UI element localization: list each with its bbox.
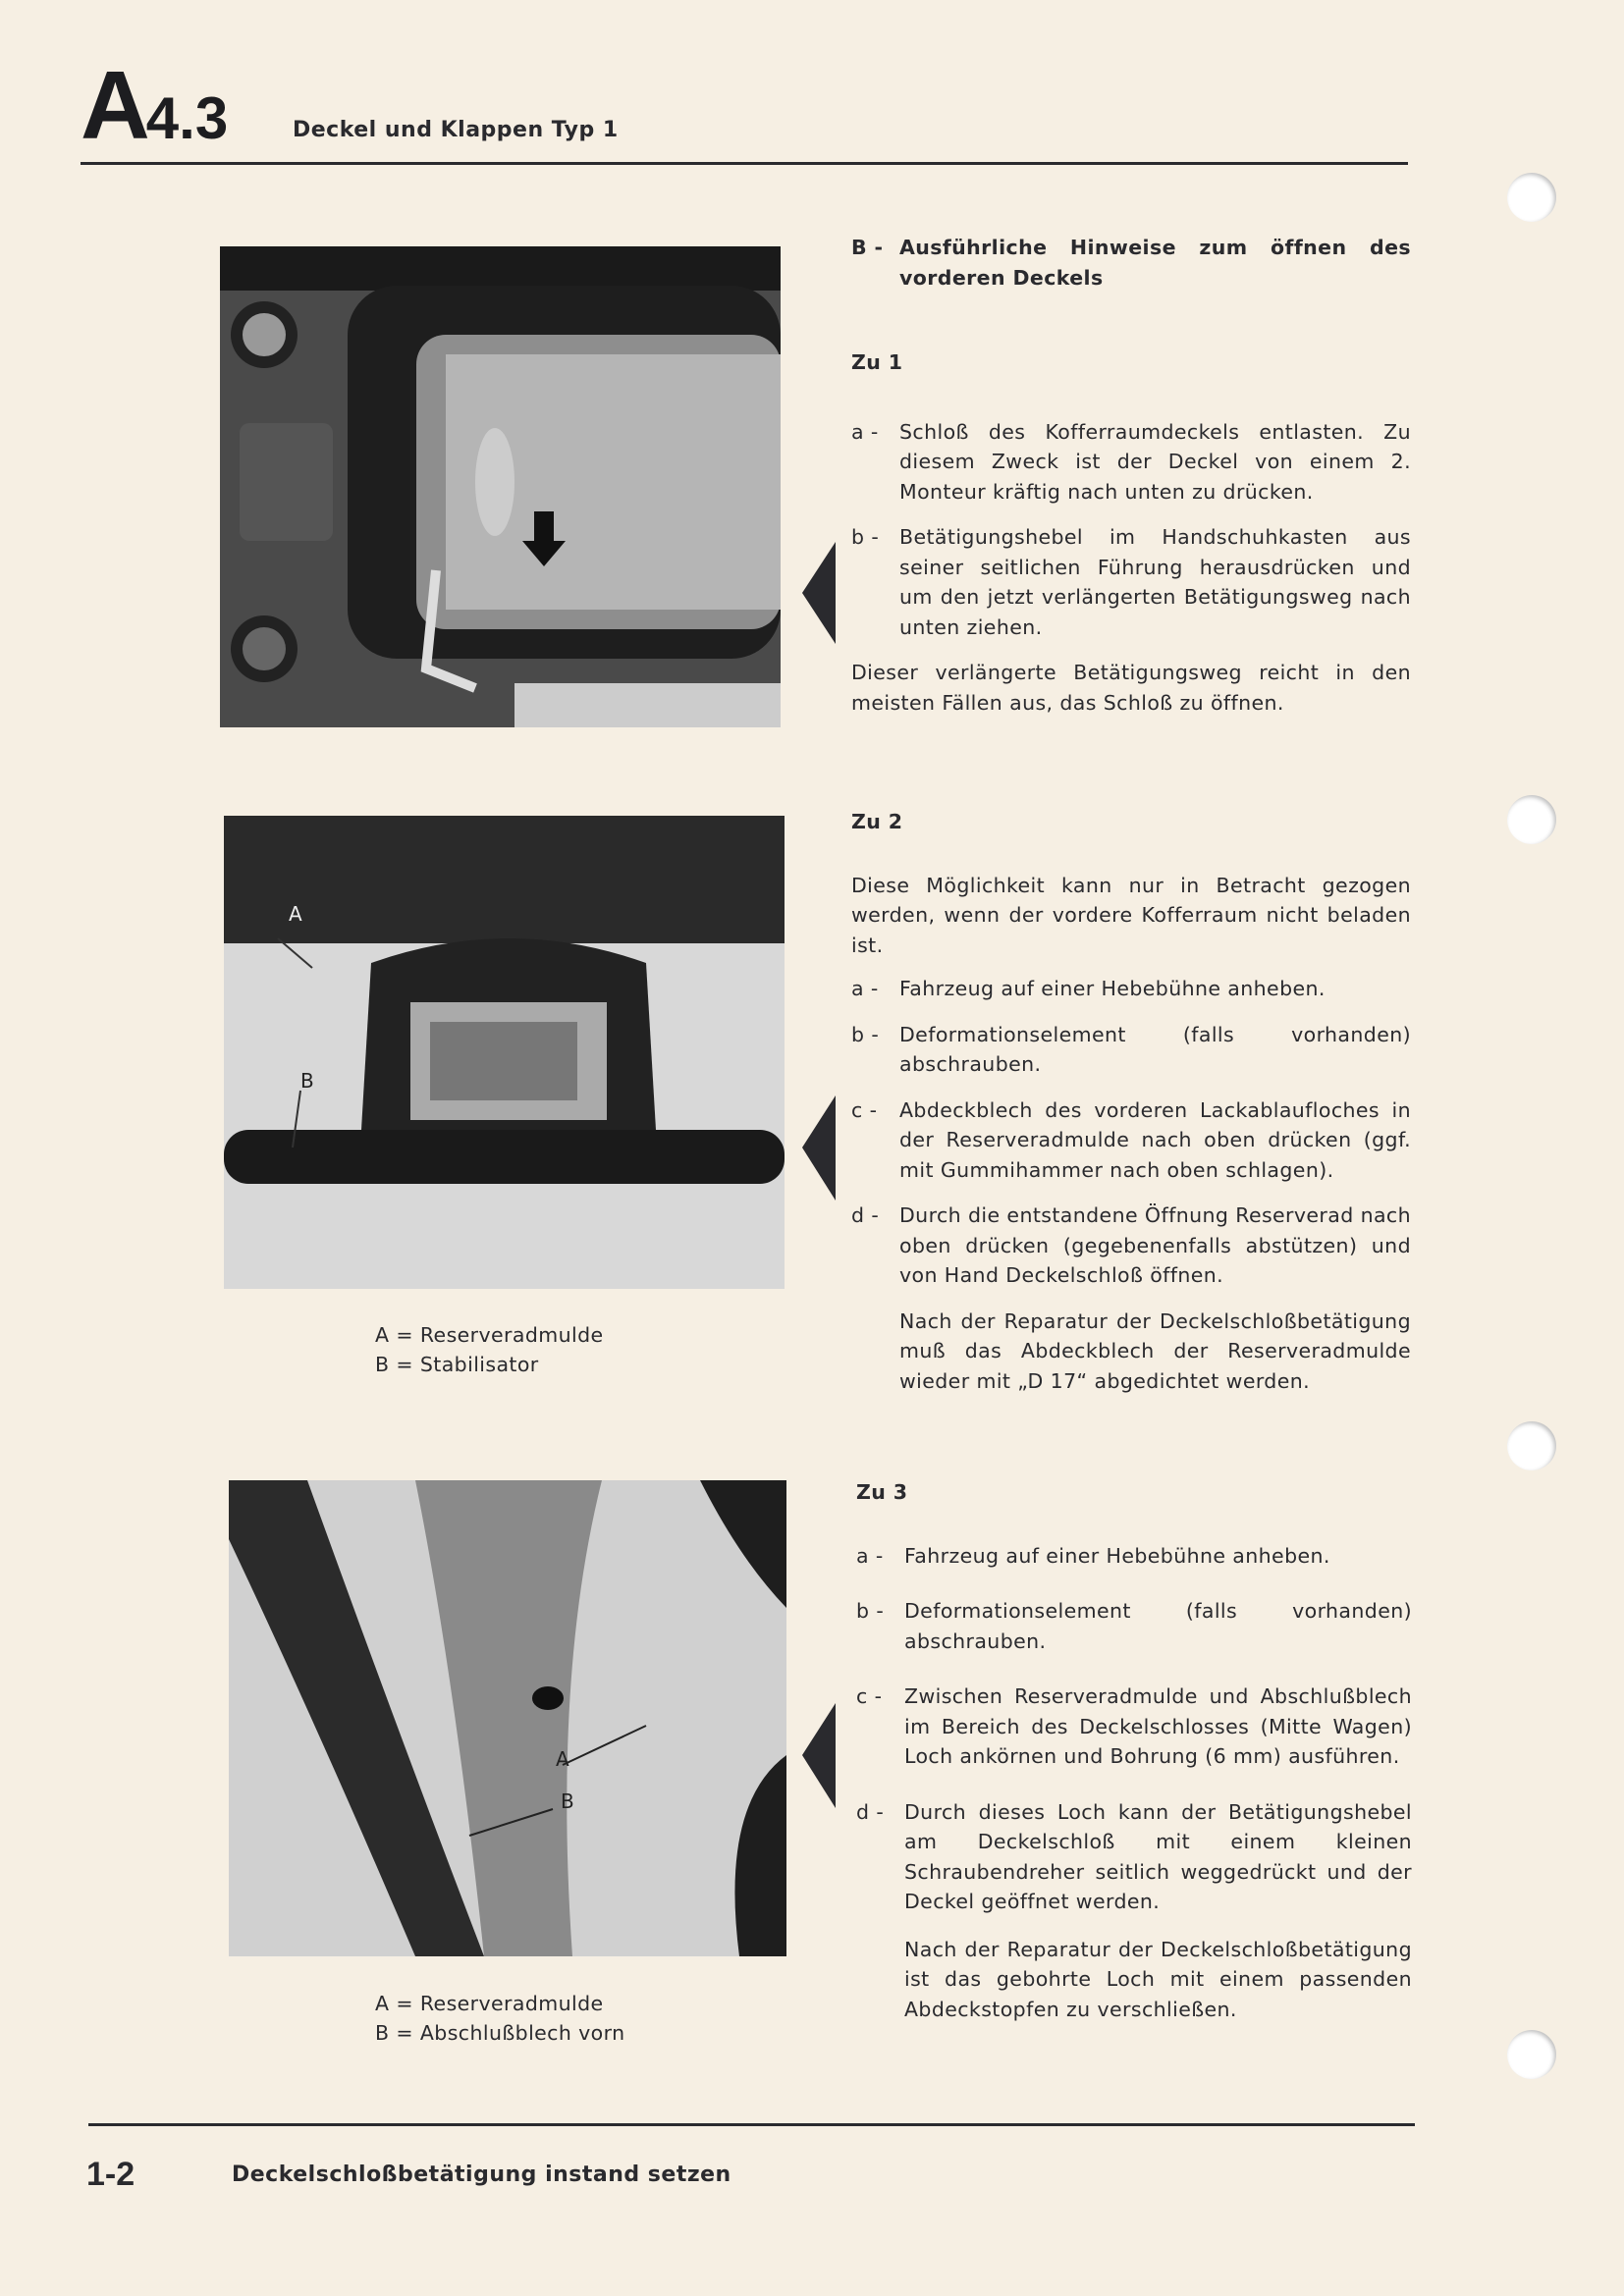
photo-label-a: A [556, 1747, 569, 1771]
item-label: b - [856, 1599, 885, 1623]
item-text: Betätigungshebel im Handschuhkasten aus seiner seitlichen Führung herausdrücken und um den jetzt verlängerten Betätigungsweg nach unten ziehen. [899, 525, 1411, 639]
item-text: Fahrzeug auf einer Hebebühne anheben. [904, 1543, 1330, 1568]
footer-rule [88, 2123, 1415, 2126]
item-label: c - [856, 1684, 883, 1708]
section-b-zu1 [851, 233, 1411, 731]
item-text: Zwischen Reserveradmulde und Abschlußblech im Bereich des Deckelschlosses (Mitte Wagen) Loch ankörnen und Bohrung (6 mm) ausführen. [904, 1684, 1412, 1768]
section-digits: 4.3 [145, 85, 229, 151]
margin-arrow-icon [802, 1703, 836, 1808]
list-item [851, 1095, 1411, 1186]
header-rule [81, 162, 1408, 165]
list-item [851, 1020, 1411, 1080]
item-text: Durch dieses Loch kann der Betätigungshebel am Deckelschloß mit einem kleinen Schraubendreher seitlich weggedrückt und der Deckel geöffnet werden. [904, 1799, 1412, 1913]
item-text: Durch die entstandene Öffnung Reserverad nach oben drücken (gegebenenfalls abstützen) und von Hand Deckelschloß öffnen. [899, 1203, 1411, 1287]
list-item [856, 1682, 1412, 1772]
page-header-title: Deckel und Klappen Typ 1 [293, 118, 619, 142]
item-label: d - [851, 1203, 880, 1227]
page-number: 1-2 [86, 2156, 135, 2193]
list-item [851, 522, 1411, 642]
zu1-note: Dieser verlängerte Betätigungsweg reicht in den meisten Fällen aus, das Schloß zu öffnen. [851, 661, 1411, 715]
photo-label-b: B [561, 1789, 574, 1813]
item-label: a - [856, 1543, 884, 1568]
photo-spare-wheel-well [224, 816, 785, 1289]
section-b-title: Ausführliche Hinweise zum öffnen des vorderen Deckels [899, 236, 1411, 290]
item-text: Schloß des Kofferraumdeckels entlasten. Zu diesem Zweck ist der Deckel von einem 2. Monteur kräftig nach unten zu drücken. [899, 419, 1411, 504]
list-item [851, 974, 1411, 1004]
punch-hole [1507, 173, 1556, 222]
photo-glovebox-lever [220, 246, 781, 727]
zu3-section [856, 1477, 1412, 2038]
list-item [856, 1541, 1412, 1572]
photo3-captions [375, 1989, 625, 2048]
item-text: Fahrzeug auf einer Hebebühne anheben. [899, 977, 1326, 1000]
item-text: Abdeckblech des vorderen Lackablaufloches in der Reserveradmulde nach oben drücken (ggf. mit Gummihammer nach oben schlagen). [899, 1097, 1411, 1182]
item-text: Deformationselement (falls vorhanden) abschrauben. [899, 1022, 1411, 1076]
zu2-heading: Zu 2 [851, 810, 903, 833]
list-item [851, 1201, 1411, 1291]
item-label: b - [851, 525, 880, 549]
zu2-section [851, 807, 1411, 1410]
section-letter: A [81, 51, 146, 159]
caption: A = Reserveradmulde [375, 1323, 604, 1347]
zu1-heading: Zu 1 [851, 350, 903, 374]
item-label: c - [851, 1097, 878, 1122]
margin-arrow-icon [802, 1095, 836, 1201]
margin-arrow-icon [802, 542, 836, 644]
list-item [856, 1596, 1412, 1656]
zu2-intro: Diese Möglichkeit kann nur in Betracht gezogen werden, wenn der vordere Kofferraum nicht beladen ist. [851, 873, 1411, 957]
punch-hole [1507, 795, 1556, 844]
item-label: d - [856, 1799, 885, 1824]
section-number [81, 51, 229, 159]
list-item [856, 1797, 1412, 1917]
photo-label-a: A [289, 902, 302, 926]
item-label: a - [851, 419, 879, 444]
caption: A = Reserveradmulde [375, 1992, 604, 2015]
punch-hole [1507, 2030, 1556, 2079]
item-label: a - [851, 977, 879, 1000]
zu3-note: Nach der Reparatur der Deckelschloßbetätigung ist das gebohrte Loch mit einem passenden Abdeckstopfen zu verschließen. [904, 1937, 1412, 2021]
photo2-captions [375, 1320, 604, 1379]
caption: B = Abschlußblech vorn [375, 2021, 625, 2045]
item-label: b - [851, 1022, 880, 1046]
section-b-label: B - [851, 236, 884, 259]
footer-title: Deckelschloßbetätigung instand setzen [232, 2163, 731, 2187]
zu2-note: Nach der Reparatur der Deckelschloßbetätigung muß das Abdeckblech der Reserveradmulde wieder mit „D 17“ abgedichtet werden. [899, 1308, 1411, 1393]
item-text: Deformationselement (falls vorhanden) abschrauben. [904, 1599, 1412, 1653]
list-item [851, 417, 1411, 507]
caption: B = Stabilisator [375, 1353, 539, 1376]
zu3-heading: Zu 3 [856, 1480, 908, 1504]
photo-label-b: B [300, 1069, 314, 1093]
photo-drill-location [229, 1480, 786, 1956]
punch-hole [1507, 1421, 1556, 1470]
section-b-heading [851, 233, 1411, 293]
